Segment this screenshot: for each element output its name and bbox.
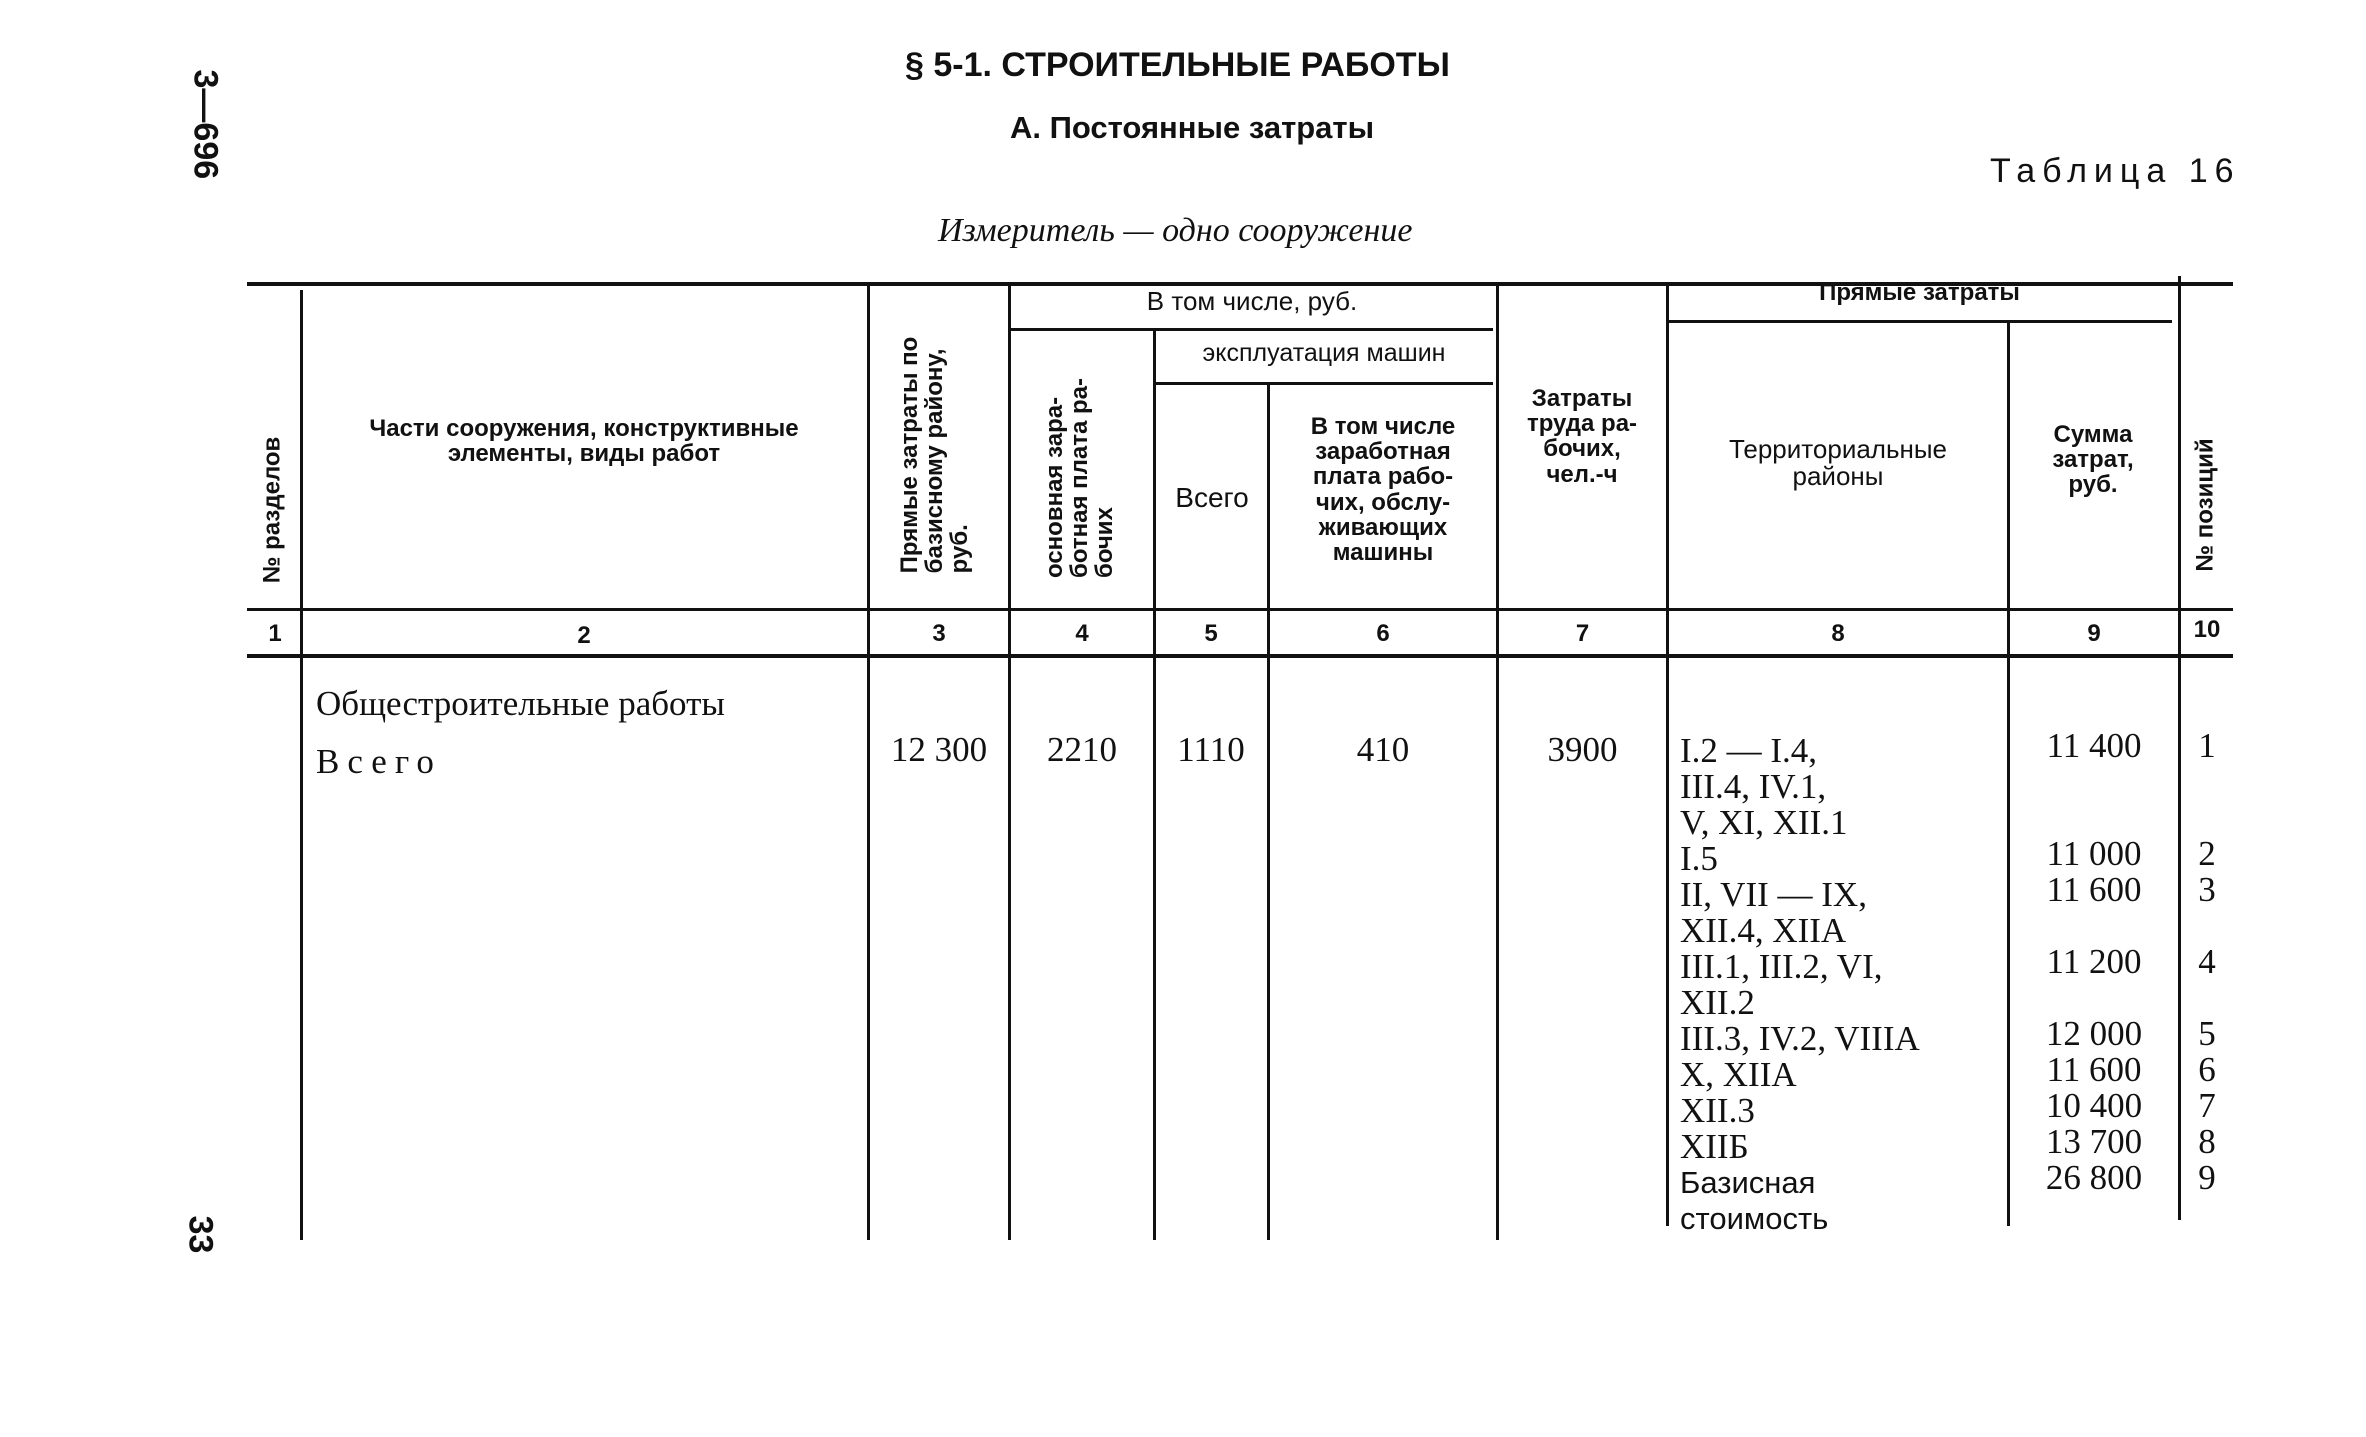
sum-value: 11 400 <box>2046 726 2142 765</box>
numbers-bottom-rule <box>247 654 2233 658</box>
header-col6: В том числе заработная плата рабо- чих, обслу- живающих машины <box>1310 413 1456 566</box>
position-number: 7 <box>2198 1086 2216 1125</box>
col-number: 9 <box>2087 620 2101 647</box>
header-col4: основная зара- ботная плата ра- бочих <box>1041 377 1119 579</box>
col-number: 3 <box>932 620 946 647</box>
machines-wage-value: 410 <box>1356 730 1410 769</box>
header-group-incl: В том числе, руб. <box>1146 286 1358 316</box>
sum-value: 26 800 <box>2045 1158 2143 1197</box>
position-number: 2 <box>2198 834 2216 873</box>
header-col1: № разделов <box>258 436 286 584</box>
col-number: 4 <box>1075 620 1089 647</box>
header-col9: Сумма затрат, руб. <box>2052 421 2134 499</box>
position-number: 8 <box>2198 1122 2216 1161</box>
region-entry: II, VII — IX, XII.4, XIIA <box>1680 875 1867 950</box>
col-number: 1 <box>268 620 282 647</box>
header-col10: № позиций <box>2191 438 2219 572</box>
total-label: Всего <box>316 742 442 781</box>
position-number: 1 <box>2198 726 2216 765</box>
position-number: 9 <box>2198 1158 2216 1197</box>
sum-value: 13 700 <box>2045 1122 2143 1161</box>
position-number: 3 <box>2198 870 2216 909</box>
region-entry: I.2 — I.4, III.4, IV.1, V, XI, XII.1 <box>1680 731 1848 842</box>
position-number: 6 <box>2198 1050 2216 1089</box>
sum-value: 11 600 <box>2046 1050 2142 1089</box>
header-group-direct: Прямые затраты <box>1819 279 2020 306</box>
header-col2: Части сооружения, конструктивные элементы, виды работ <box>369 415 799 468</box>
header-col5: Всего <box>1175 482 1249 513</box>
col-number: 6 <box>1376 620 1390 647</box>
section-title: § 5-1. СТРОИТЕЛЬНЫЕ РАБОТЫ <box>905 46 1450 84</box>
header-col3: Прямые затраты по базисному району, руб. <box>896 336 974 574</box>
sum-value: 11 200 <box>2046 942 2142 981</box>
group-incl-rule <box>1010 328 1493 331</box>
col-divider-7 <box>1666 286 1669 1226</box>
group-machines-rule <box>1155 382 1493 385</box>
sum-value: 12 000 <box>2045 1014 2143 1053</box>
header-col7: Затраты труда ра- бочих, чел.-ч <box>1526 385 1638 488</box>
region-entry: XIIБ <box>1680 1127 1749 1166</box>
group-direct-rule <box>1667 320 2172 323</box>
sum-value: 10 400 <box>2045 1086 2143 1125</box>
col-number: 10 <box>2193 616 2221 643</box>
base-wage-value: 2210 <box>1047 730 1117 769</box>
region-entry: XII.3 <box>1680 1091 1755 1130</box>
col-number: 5 <box>1204 620 1218 647</box>
header-bottom-rule <box>247 608 2233 611</box>
header-group-machines: эксплуатация машин <box>1202 339 1446 367</box>
labor-value: 3900 <box>1547 730 1618 769</box>
measure-caption: Измеритель — одно сооружение <box>938 212 1413 249</box>
position-number: 5 <box>2198 1014 2216 1053</box>
direct-cost-value: 12 300 <box>890 730 988 769</box>
machines-total-value: 1110 <box>1177 730 1245 769</box>
margin-code: 3—696 <box>186 69 225 180</box>
header-col8: Территориальные районы <box>1728 434 1948 492</box>
col-number: 8 <box>1831 620 1845 647</box>
position-number: 4 <box>2198 942 2216 981</box>
sum-value: 11 600 <box>2046 870 2142 909</box>
region-entry: III.1, III.2, VI, XII.2 <box>1680 947 1883 1022</box>
region-entry: Базисная стоимость <box>1680 1165 1829 1236</box>
work-title: Общестроительные работы <box>316 684 725 723</box>
col-divider-4 <box>1153 330 1156 1240</box>
region-entry: X, XIIA <box>1680 1055 1797 1094</box>
page-number: 33 <box>181 1215 220 1254</box>
region-entry: III.3, IV.2, VIIIA <box>1680 1019 1920 1058</box>
col-number: 7 <box>1575 620 1590 647</box>
sum-value: 11 000 <box>2046 834 2142 873</box>
region-entry: I.5 <box>1680 839 1718 878</box>
subsection-title: А. Постоянные затраты <box>1010 110 1375 145</box>
col-number: 2 <box>577 622 591 649</box>
col-divider-5 <box>1267 384 1270 1240</box>
table-label: Таблица 16 <box>1990 152 2241 190</box>
